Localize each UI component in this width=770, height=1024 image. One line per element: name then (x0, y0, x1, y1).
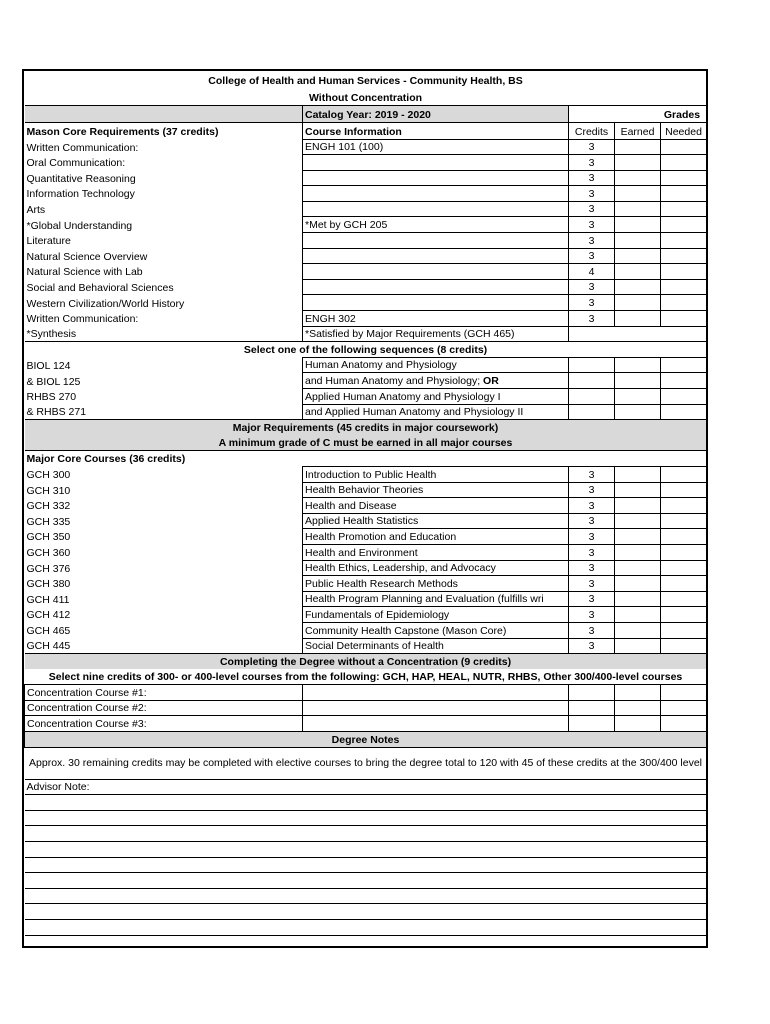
sequences-heading: Select one of the following sequences (8 credits) (25, 342, 707, 358)
completing-subheading: Select nine credits of 300- or 400-level courses from the following: GCH, HAP, HEAL, NUTR, RHBS, Other 300/400-level courses (25, 669, 707, 685)
needed-cell[interactable] (661, 279, 707, 295)
needed-cell[interactable] (661, 607, 707, 623)
completing-heading-row (25, 654, 707, 670)
major-core-heading: Major Core Courses (36 credits) (26, 452, 186, 465)
major-course-row (25, 622, 707, 638)
degree-notes-heading: Degree Notes (25, 732, 707, 748)
or-label: OR (483, 375, 499, 387)
course-title: Applied Health Statistics (303, 513, 569, 529)
earned-cell[interactable] (615, 591, 661, 607)
earned-cell[interactable] (615, 685, 661, 701)
needed-cell[interactable] (661, 311, 707, 327)
requirement-name: Western Civilization/World History (26, 297, 185, 310)
catalog-spacer (25, 105, 303, 122)
sequence-course-code: & BIOL 125 (26, 375, 81, 388)
needed-cell[interactable] (661, 389, 707, 405)
sequence-row (25, 389, 707, 405)
course-info-cell[interactable]: ENGH 302 (303, 311, 569, 327)
sequence-row (25, 404, 707, 420)
advisor-note-line[interactable] (25, 857, 707, 873)
requirement-name: Social and Behavioral Sciences (26, 281, 174, 294)
major-course-row (25, 513, 707, 529)
sequence-course-title: Applied Human Anatomy and Physiology I (305, 390, 501, 403)
major-course-row (25, 591, 707, 607)
course-title: Health Behavior Theories (303, 482, 569, 498)
earned-cell[interactable] (615, 233, 661, 249)
major-subheading: A minimum grade of C must be earned in all major courses (25, 435, 707, 451)
earned-cell[interactable] (615, 373, 661, 389)
advisor-note-line[interactable] (25, 810, 707, 826)
course-title: Social Determinants of Health (303, 638, 569, 654)
credits-cell: 3 (569, 155, 615, 171)
needed-cell[interactable] (661, 544, 707, 560)
sequence-course-title: and Applied Human Anatomy and Physiology II (305, 406, 524, 419)
earned-cell[interactable] (615, 498, 661, 514)
credits-cell: 3 (569, 295, 615, 311)
needed-cell[interactable] (661, 373, 707, 389)
grades-label: Grades (569, 105, 707, 122)
concentration-course-label: Concentration Course #3: (25, 716, 303, 732)
mason-core-row (25, 155, 707, 171)
earned-cell[interactable] (615, 170, 661, 186)
credits-cell: 3 (569, 529, 615, 545)
course-title: Public Health Research Methods (303, 576, 569, 592)
course-title: Health Program Planning and Evaluation (fulfills wri (303, 591, 569, 607)
credits-cell[interactable] (569, 373, 615, 389)
earned-cell[interactable] (615, 217, 661, 233)
requirement-name: Arts (26, 203, 46, 216)
needed-cell[interactable] (661, 139, 707, 155)
credits-cell: 3 (569, 311, 615, 327)
needed-cell[interactable] (661, 716, 707, 732)
credits-cell: 3 (569, 607, 615, 623)
sequences-heading-row (25, 342, 707, 358)
document-title: College of Health and Human Services - Community Health, BS (208, 75, 523, 87)
credits-cell: 3 (569, 622, 615, 638)
course-info-cell[interactable] (303, 264, 569, 280)
course-title: Community Health Capstone (Mason Core) (303, 622, 569, 638)
advisor-note-line-row (25, 842, 707, 858)
course-info-label: Course Information (303, 122, 569, 139)
course-title: Health Ethics, Leadership, and Advocacy (303, 560, 569, 576)
earned-cell[interactable] (615, 201, 661, 217)
course-info-cell[interactable]: *Met by GCH 205 (303, 217, 569, 233)
needed-cell[interactable] (661, 513, 707, 529)
mason-core-row (25, 279, 707, 295)
course-title: Health and Environment (303, 544, 569, 560)
needed-cell[interactable] (661, 357, 707, 373)
mason-core-row (25, 326, 707, 342)
mason-core-row (25, 139, 707, 155)
credits-cell (569, 326, 615, 342)
credits-cell: 3 (569, 186, 615, 202)
credits-cell: 3 (569, 233, 615, 249)
needed-cell[interactable] (661, 482, 707, 498)
earned-cell[interactable] (615, 248, 661, 264)
earned-cell (615, 326, 661, 342)
credits-cell: 3 (569, 576, 615, 592)
sequence-info (303, 357, 569, 373)
mason-core-row (25, 201, 707, 217)
credits-cell: 3 (569, 466, 615, 482)
advisor-note-line-row (25, 904, 707, 920)
course-info-cell[interactable] (303, 201, 569, 217)
credits-cell: 3 (569, 248, 615, 264)
earned-cell[interactable] (615, 186, 661, 202)
advisor-note-line[interactable] (25, 873, 707, 889)
needed-cell[interactable] (661, 591, 707, 607)
advisor-note-line[interactable] (25, 795, 707, 811)
requirement-name: Written Communication: (26, 141, 139, 154)
mason-core-row (25, 264, 707, 280)
course-info-cell[interactable] (303, 233, 569, 249)
course-info-cell[interactable] (303, 170, 569, 186)
major-course-row (25, 466, 707, 482)
major-heading: Major Requirements (45 credits in major coursework) (25, 420, 707, 436)
concentration-row (25, 716, 707, 732)
earned-cell[interactable] (615, 529, 661, 545)
course-code: GCH 360 (26, 547, 71, 560)
course-info-cell[interactable] (303, 279, 569, 295)
course-info-cell[interactable] (303, 186, 569, 202)
needed-cell[interactable] (661, 685, 707, 701)
advisor-note-line-row (25, 857, 707, 873)
sequence-row (25, 373, 707, 389)
credits-cell: 3 (569, 279, 615, 295)
requirement-name: Oral Communication: (26, 157, 126, 170)
credits-cell: 3 (569, 139, 615, 155)
needed-cell[interactable] (661, 529, 707, 545)
advisor-note-line[interactable] (25, 920, 707, 936)
advisor-note-line-row (25, 888, 707, 904)
sequence-row (25, 357, 707, 373)
mason-core-row (25, 248, 707, 264)
concentration-course-label: Concentration Course #1: (25, 685, 303, 701)
course-code: GCH 380 (26, 578, 71, 591)
notes-text-row (25, 747, 707, 779)
earned-cell[interactable] (615, 155, 661, 171)
earned-cell[interactable] (615, 279, 661, 295)
earned-cell[interactable] (615, 466, 661, 482)
course-title: Health and Disease (303, 498, 569, 514)
sequence-course-code: RHBS 270 (26, 391, 77, 404)
advisor-note-line[interactable] (25, 904, 707, 920)
credits-cell: 3 (569, 482, 615, 498)
requirement-name: *Synthesis (26, 328, 77, 341)
course-info-cell[interactable] (303, 295, 569, 311)
sequence-info (303, 404, 569, 420)
major-course-row (25, 482, 707, 498)
needed-cell[interactable] (661, 466, 707, 482)
earned-cell[interactable] (615, 700, 661, 716)
needed-cell[interactable] (661, 498, 707, 514)
requirement-name: Information Technology (26, 188, 135, 201)
needed-cell[interactable] (661, 638, 707, 654)
earned-label: Earned (615, 122, 661, 139)
major-subheading-row (25, 435, 707, 451)
course-title: Health Promotion and Education (303, 529, 569, 545)
credits-cell[interactable] (569, 357, 615, 373)
advisor-note-line-row (25, 826, 707, 842)
needed-cell[interactable] (661, 217, 707, 233)
earned-cell[interactable] (615, 295, 661, 311)
credits-cell: 3 (569, 201, 615, 217)
course-title: Introduction to Public Health (303, 466, 569, 482)
major-course-row (25, 544, 707, 560)
advisor-note-line[interactable] (25, 842, 707, 858)
concentration-row (25, 700, 707, 716)
course-code: GCH 465 (26, 625, 71, 637)
needed-cell[interactable] (661, 560, 707, 576)
earned-cell[interactable] (615, 139, 661, 155)
catalog-year: Catalog Year: 2019 - 2020 (303, 105, 569, 122)
credits-cell: 3 (569, 544, 615, 560)
course-info-cell[interactable] (303, 248, 569, 264)
sequence-course-title: Human Anatomy and Physiology (305, 359, 457, 372)
mason-core-row (25, 170, 707, 186)
concentration-row (25, 685, 707, 701)
sequence-info (303, 373, 569, 389)
degree-worksheet (22, 69, 708, 948)
earned-cell[interactable] (615, 482, 661, 498)
mason-core-row (25, 311, 707, 327)
needed-cell (661, 326, 707, 342)
advisor-note-line[interactable] (25, 888, 707, 904)
mason-core-row (25, 233, 707, 249)
mason-core-row (25, 295, 707, 311)
advisor-note-line-row (25, 810, 707, 826)
mason-core-row (25, 186, 707, 202)
credits-cell: 3 (569, 513, 615, 529)
requirement-name: Natural Science with Lab (26, 266, 143, 279)
earned-cell[interactable] (615, 264, 661, 280)
needed-cell[interactable] (661, 248, 707, 264)
needed-cell[interactable] (661, 201, 707, 217)
major-course-row (25, 576, 707, 592)
course-code: GCH 411 (26, 593, 70, 606)
course-code: GCH 412 (26, 609, 71, 622)
concentration-course-input[interactable] (303, 716, 569, 732)
course-info-cell[interactable]: *Satisfied by Major Requirements (GCH 465) (303, 326, 569, 342)
notes-heading-row (25, 732, 707, 748)
advisor-note-line-row (25, 873, 707, 889)
credits-cell[interactable] (569, 700, 615, 716)
credits-cell: 3 (569, 560, 615, 576)
earned-cell[interactable] (615, 560, 661, 576)
earned-cell[interactable] (615, 404, 661, 420)
needed-cell[interactable] (661, 233, 707, 249)
sequence-info (303, 389, 569, 405)
sequence-course-title: and Human Anatomy and Physiology; (305, 375, 484, 387)
major-course-row (25, 638, 707, 654)
course-code: GCH 300 (26, 469, 71, 482)
completing-heading: Completing the Degree without a Concentration (9 credits) (25, 654, 707, 670)
major-course-row (25, 498, 707, 514)
major-heading-row (25, 420, 707, 436)
concentration-course-input[interactable] (303, 685, 569, 701)
earned-cell[interactable] (615, 311, 661, 327)
major-course-row (25, 529, 707, 545)
course-info-cell[interactable] (303, 155, 569, 171)
needed-cell[interactable] (661, 576, 707, 592)
sequence-course-code: BIOL 124 (26, 359, 71, 372)
needed-cell[interactable] (661, 264, 707, 280)
earned-cell[interactable] (615, 638, 661, 654)
document-subtitle: Without Concentration (308, 91, 423, 104)
sequence-course-code: & RHBS 271 (26, 406, 87, 419)
course-code: GCH 332 (26, 500, 71, 513)
major-course-row (25, 560, 707, 576)
credits-cell: 4 (569, 264, 615, 280)
requirement-name: *Global Understanding (26, 219, 133, 232)
earned-cell[interactable] (615, 607, 661, 623)
worksheet-table (24, 71, 707, 936)
earned-cell[interactable] (615, 513, 661, 529)
course-title: Fundamentals of Epidemiology (303, 607, 569, 623)
credits-cell: 3 (569, 591, 615, 607)
earned-cell[interactable] (615, 389, 661, 405)
needed-cell[interactable] (661, 404, 707, 420)
mason-core-heading: Mason Core Requirements (37 credits) (26, 126, 219, 138)
earned-cell[interactable] (615, 622, 661, 638)
concentration-course-input[interactable] (303, 700, 569, 716)
needed-cell[interactable] (661, 186, 707, 202)
advisor-note-line-row (25, 920, 707, 936)
course-code: GCH 335 (26, 515, 71, 528)
needed-cell[interactable] (661, 622, 707, 638)
course-code: GCH 376 (26, 562, 71, 575)
requirement-name: Natural Science Overview (26, 250, 148, 263)
mason-core-row (25, 217, 707, 233)
credits-cell[interactable] (569, 404, 615, 420)
needed-cell[interactable] (661, 170, 707, 186)
credits-cell[interactable] (569, 685, 615, 701)
advisor-note-row (25, 779, 707, 795)
earned-cell[interactable] (615, 716, 661, 732)
earned-cell[interactable] (615, 357, 661, 373)
credits-cell[interactable] (569, 389, 615, 405)
requirement-name: Written Communication: (26, 313, 139, 326)
course-code: GCH 350 (26, 531, 71, 544)
credits-cell: 3 (569, 498, 615, 514)
credits-cell: 3 (569, 638, 615, 654)
advisor-note-label: Advisor Note: (25, 779, 707, 795)
major-course-row (25, 607, 707, 623)
earned-cell[interactable] (615, 576, 661, 592)
concentration-course-label: Concentration Course #2: (25, 700, 303, 716)
course-code: GCH 445 (26, 640, 71, 653)
course-info-cell[interactable]: ENGH 101 (100) (303, 139, 569, 155)
needed-cell[interactable] (661, 295, 707, 311)
requirement-name: Literature (26, 235, 71, 248)
needed-label: Needed (661, 122, 707, 139)
completing-subheading-row (25, 669, 707, 685)
credits-label: Credits (569, 122, 615, 139)
earned-cell[interactable] (615, 544, 661, 560)
advisor-note-line-row (25, 795, 707, 811)
credits-cell: 3 (569, 170, 615, 186)
needed-cell[interactable] (661, 155, 707, 171)
requirement-name: Quantitative Reasoning (26, 172, 136, 185)
major-core-heading-row (25, 451, 707, 467)
needed-cell[interactable] (661, 700, 707, 716)
advisor-note-line[interactable] (25, 826, 707, 842)
course-code: GCH 310 (26, 484, 71, 497)
credits-cell: 3 (569, 217, 615, 233)
credits-cell[interactable] (569, 716, 615, 732)
degree-notes-text: Approx. 30 remaining credits may be completed with elective courses to bring the degree total to 120 with 45 of these credits at the 300/400 level (29, 757, 703, 770)
